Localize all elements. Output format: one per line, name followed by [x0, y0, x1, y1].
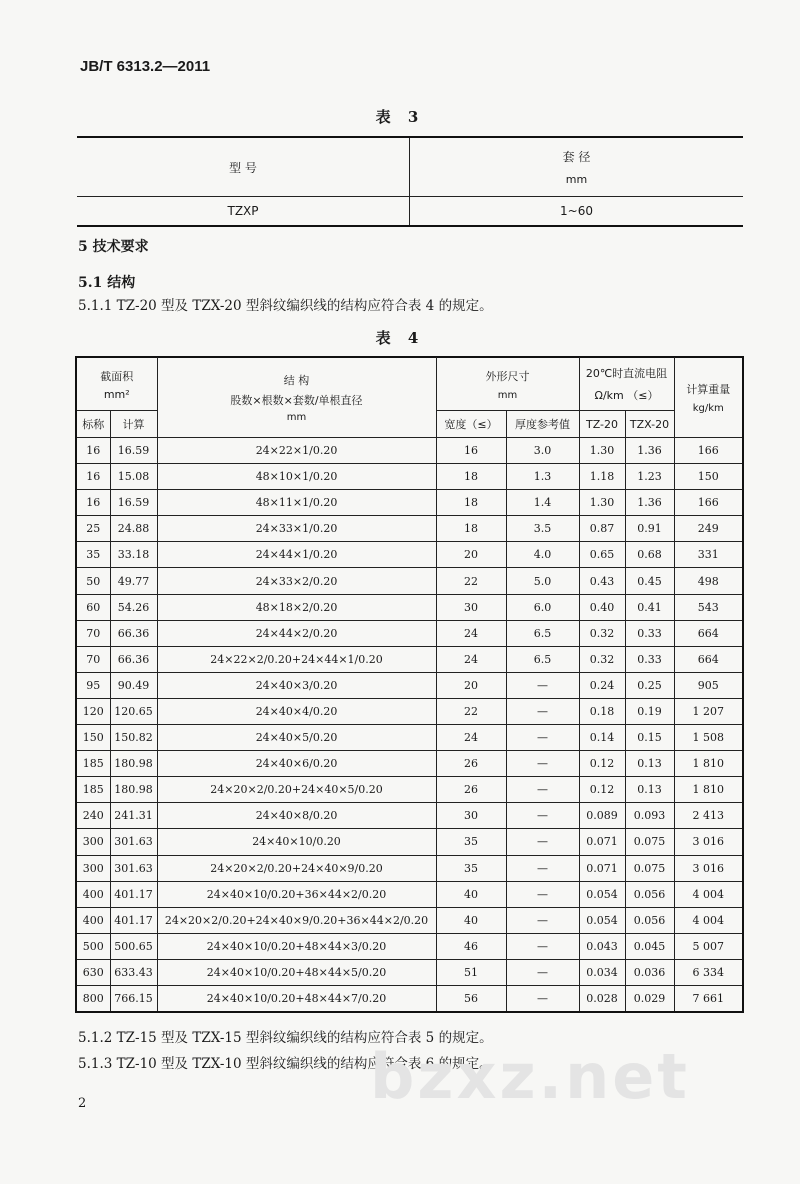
t4-cell-r-tz20: 0.034 — [579, 959, 625, 985]
t4-cell-thickness: 5.0 — [506, 568, 579, 594]
t4-cell-r-tz20: 0.071 — [579, 855, 625, 881]
t4-cell-weight: 1 508 — [674, 725, 743, 751]
para-5-1-2: 5.1.2 TZ-15 型及 TZX-15 型斜纹编织线的结构应符合表 5 的规定。 — [78, 1030, 493, 1046]
t4-cell-r-tzx20: 0.093 — [625, 803, 674, 829]
t4-cell-calc: 49.77 — [110, 568, 157, 594]
t4-tz20-header: TZ-20 — [579, 411, 625, 438]
t4-cell-calc: 90.49 — [110, 672, 157, 698]
t4-cell-weight: 6 334 — [674, 959, 743, 985]
table-row — [76, 829, 743, 855]
t4-cell-structure: 48×11×1/0.20 — [157, 490, 436, 516]
t4-cell-thickness: 4.0 — [506, 542, 579, 568]
t4-cell-weight: 3 016 — [674, 855, 743, 881]
t4-cell-calc: 401.17 — [110, 907, 157, 933]
t4-cell-width: 22 — [436, 698, 506, 724]
table-row — [76, 594, 743, 620]
t4-structure-label: 结 构 — [283, 374, 310, 387]
t4-cell-calc: 150.82 — [110, 725, 157, 751]
para-5-1-3: 5.1.3 TZ-10 型及 TZX-10 型斜纹编织线的结构应符合表 6 的规定。 — [78, 1056, 493, 1072]
t4-cell-calc: 633.43 — [110, 959, 157, 985]
t4-cell-r-tzx20: 0.13 — [625, 777, 674, 803]
t4-cell-width: 40 — [436, 881, 506, 907]
t4-weight-label: 计算重量 — [686, 383, 731, 396]
t4-cell-weight: 331 — [674, 542, 743, 568]
t4-cell-r-tz20: 0.24 — [579, 672, 625, 698]
table-row — [76, 725, 743, 751]
t4-weight-header — [674, 357, 743, 438]
t4-cell-nominal: 70 — [76, 620, 110, 646]
t4-cell-width: 46 — [436, 933, 506, 959]
t4-cell-weight: 5 007 — [674, 933, 743, 959]
t4-cell-r-tz20: 0.87 — [579, 516, 625, 542]
t4-cell-weight: 1 207 — [674, 698, 743, 724]
t4-cell-width: 26 — [436, 777, 506, 803]
t4-cell-r-tzx20: 0.25 — [625, 672, 674, 698]
table-row — [76, 933, 743, 959]
t4-cell-r-tzx20: 1.36 — [625, 438, 674, 464]
t4-area-header — [76, 357, 157, 411]
t4-nominal-header: 标称 — [76, 411, 110, 438]
t4-cell-thickness: — — [506, 855, 579, 881]
table-row — [76, 672, 743, 698]
t4-cell-nominal: 50 — [76, 568, 110, 594]
table-row — [76, 490, 743, 516]
table-row — [76, 985, 743, 1012]
t4-area-unit: mm² — [103, 387, 130, 401]
t4-cell-weight: 166 — [674, 438, 743, 464]
t4-cell-structure: 24×40×6/0.20 — [157, 751, 436, 777]
t4-cell-r-tzx20: 0.91 — [625, 516, 674, 542]
t4-cell-weight: 664 — [674, 620, 743, 646]
t4-cell-weight: 4 004 — [674, 907, 743, 933]
t3-model-header: 型 号 — [77, 137, 410, 197]
t4-cell-width: 51 — [436, 959, 506, 985]
t4-cell-weight: 905 — [674, 672, 743, 698]
t4-cell-thickness: 1.4 — [506, 490, 579, 516]
t4-cell-thickness: — — [506, 907, 579, 933]
t4-area-label: 截面积 — [100, 369, 134, 383]
table-row — [76, 907, 743, 933]
t4-cell-r-tzx20: 0.045 — [625, 933, 674, 959]
table-row — [76, 777, 743, 803]
t4-cell-r-tz20: 0.028 — [579, 985, 625, 1012]
t4-cell-structure: 24×40×10/0.20+36×44×2/0.20 — [157, 881, 436, 907]
t4-cell-r-tzx20: 1.23 — [625, 464, 674, 490]
t4-cell-thickness: 3.0 — [506, 438, 579, 464]
t4-cell-width: 18 — [436, 464, 506, 490]
t4-cell-structure: 24×40×10/0.20+48×44×7/0.20 — [157, 985, 436, 1012]
t4-cell-r-tzx20: 0.33 — [625, 646, 674, 672]
t4-cell-r-tz20: 1.30 — [579, 438, 625, 464]
t4-cell-width: 24 — [436, 725, 506, 751]
t4-cell-thickness: — — [506, 985, 579, 1012]
t4-cell-nominal: 800 — [76, 985, 110, 1012]
t4-cell-calc: 24.88 — [110, 516, 157, 542]
t4-cell-r-tzx20: 0.45 — [625, 568, 674, 594]
t4-cell-r-tzx20: 1.36 — [625, 490, 674, 516]
t4-cell-calc: 16.59 — [110, 490, 157, 516]
table-4 — [75, 356, 744, 1013]
t4-cell-nominal: 25 — [76, 516, 110, 542]
para-5-1-1: 5.1.1 TZ-20 型及 TZX-20 型斜纹编织线的结构应符合表 4 的规定。 — [78, 298, 493, 314]
t4-cell-nominal: 300 — [76, 855, 110, 881]
t4-resistance-label: 20℃时直流电阻 — [585, 367, 668, 380]
t4-cell-r-tz20: 1.18 — [579, 464, 625, 490]
t4-cell-calc: 241.31 — [110, 803, 157, 829]
t4-cell-weight: 166 — [674, 490, 743, 516]
t4-cell-width: 30 — [436, 594, 506, 620]
t4-cell-r-tz20: 0.32 — [579, 646, 625, 672]
t4-cell-thickness: 6.5 — [506, 620, 579, 646]
t4-cell-thickness: — — [506, 881, 579, 907]
t4-cell-nominal: 240 — [76, 803, 110, 829]
t4-cell-nominal: 35 — [76, 542, 110, 568]
table-row — [76, 516, 743, 542]
t4-cell-nominal: 300 — [76, 829, 110, 855]
t4-cell-calc: 16.59 — [110, 438, 157, 464]
t4-cell-structure: 24×33×2/0.20 — [157, 568, 436, 594]
t4-cell-weight: 1 810 — [674, 751, 743, 777]
t4-cell-r-tzx20: 0.075 — [625, 829, 674, 855]
t4-cell-thickness: 3.5 — [506, 516, 579, 542]
t4-cell-weight: 2 413 — [674, 803, 743, 829]
t4-cell-width: 20 — [436, 672, 506, 698]
t4-cell-width: 24 — [436, 620, 506, 646]
t4-cell-width: 35 — [436, 829, 506, 855]
t4-cell-calc: 54.26 — [110, 594, 157, 620]
t4-structure-unit: mm — [286, 412, 307, 423]
t4-cell-weight: 4 004 — [674, 881, 743, 907]
t4-thickness-header: 厚度参考值 — [506, 411, 579, 438]
table-row — [76, 751, 743, 777]
t4-cell-r-tzx20: 0.15 — [625, 725, 674, 751]
t4-weight-unit: kg/km — [692, 403, 724, 414]
t4-cell-r-tz20: 0.65 — [579, 542, 625, 568]
t4-cell-r-tz20: 0.089 — [579, 803, 625, 829]
t4-cell-nominal: 185 — [76, 777, 110, 803]
t4-cell-r-tzx20: 0.036 — [625, 959, 674, 985]
t4-tzx20-header: TZX-20 — [625, 411, 674, 438]
t4-cell-thickness: — — [506, 751, 579, 777]
t4-cell-structure: 24×40×10/0.20+48×44×3/0.20 — [157, 933, 436, 959]
t4-cell-structure: 24×40×10/0.20 — [157, 829, 436, 855]
t4-cell-nominal: 150 — [76, 725, 110, 751]
t4-cell-structure: 24×40×4/0.20 — [157, 698, 436, 724]
table-row — [76, 646, 743, 672]
t4-structure-sub: 股数×根数×套数/单根直径 — [230, 394, 363, 407]
t4-cell-nominal: 16 — [76, 438, 110, 464]
t4-cell-nominal: 500 — [76, 933, 110, 959]
t4-cell-r-tz20: 0.071 — [579, 829, 625, 855]
t4-cell-thickness: — — [506, 933, 579, 959]
t4-structure-header — [157, 357, 436, 438]
t4-cell-r-tz20: 0.32 — [579, 620, 625, 646]
t4-cell-r-tzx20: 0.075 — [625, 855, 674, 881]
t4-cell-nominal: 630 — [76, 959, 110, 985]
t4-cell-weight: 664 — [674, 646, 743, 672]
table3-caption: 表 3 — [375, 108, 425, 126]
t4-cell-structure: 24×40×8/0.20 — [157, 803, 436, 829]
t4-cell-calc: 66.36 — [110, 646, 157, 672]
t4-cell-calc: 766.15 — [110, 985, 157, 1012]
t4-cell-r-tzx20: 0.68 — [625, 542, 674, 568]
t4-cell-r-tz20: 0.14 — [579, 725, 625, 751]
t4-cell-weight: 1 810 — [674, 777, 743, 803]
t4-cell-width: 40 — [436, 907, 506, 933]
t4-cell-calc: 401.17 — [110, 881, 157, 907]
t4-cell-thickness: — — [506, 725, 579, 751]
table-row — [76, 881, 743, 907]
t4-cell-r-tzx20: 0.029 — [625, 985, 674, 1012]
t4-cell-calc: 180.98 — [110, 751, 157, 777]
t4-cell-thickness: 6.0 — [506, 594, 579, 620]
t4-cell-nominal: 60 — [76, 594, 110, 620]
t4-cell-width: 18 — [436, 516, 506, 542]
t4-cell-r-tz20: 0.043 — [579, 933, 625, 959]
t4-cell-r-tz20: 0.40 — [579, 594, 625, 620]
t4-cell-nominal: 16 — [76, 490, 110, 516]
t4-cell-r-tz20: 0.43 — [579, 568, 625, 594]
t4-cell-structure: 24×40×3/0.20 — [157, 672, 436, 698]
t4-cell-thickness: — — [506, 829, 579, 855]
section-5-title: 5 技术要求 — [78, 239, 149, 255]
t4-cell-calc: 301.63 — [110, 829, 157, 855]
t4-cell-width: 22 — [436, 568, 506, 594]
table-row — [76, 542, 743, 568]
t4-cell-weight: 249 — [674, 516, 743, 542]
t4-cell-thickness: — — [506, 777, 579, 803]
t4-cell-calc: 180.98 — [110, 777, 157, 803]
table-row — [76, 464, 743, 490]
watermark: bzxz.net — [370, 1040, 690, 1113]
t3-diameter-label: 套 径 — [562, 150, 591, 164]
table-row — [76, 803, 743, 829]
t4-cell-structure: 24×22×2/0.20+24×44×1/0.20 — [157, 646, 436, 672]
t3-diameter-cell: 1~60 — [410, 197, 744, 227]
section-5-1-title: 5.1 结构 — [78, 275, 136, 291]
t4-cell-thickness: 1.3 — [506, 464, 579, 490]
t4-cell-nominal: 400 — [76, 881, 110, 907]
t4-cell-r-tz20: 0.12 — [579, 751, 625, 777]
t4-cell-width: 35 — [436, 855, 506, 881]
t4-cell-structure: 48×18×2/0.20 — [157, 594, 436, 620]
t4-cell-calc: 301.63 — [110, 855, 157, 881]
t4-cell-structure: 48×10×1/0.20 — [157, 464, 436, 490]
table-row — [76, 438, 743, 464]
t4-cell-r-tzx20: 0.056 — [625, 907, 674, 933]
t4-cell-width: 24 — [436, 646, 506, 672]
standard-code: JB/T 6313.2—2011 — [80, 58, 211, 75]
t4-cell-width: 30 — [436, 803, 506, 829]
t4-cell-structure: 24×44×1/0.20 — [157, 542, 436, 568]
t4-cell-width: 56 — [436, 985, 506, 1012]
t4-cell-calc: 15.08 — [110, 464, 157, 490]
t4-cell-weight: 543 — [674, 594, 743, 620]
t4-cell-width: 16 — [436, 438, 506, 464]
t4-cell-width: 26 — [436, 751, 506, 777]
t4-cell-structure: 24×44×2/0.20 — [157, 620, 436, 646]
t4-cell-r-tz20: 0.054 — [579, 907, 625, 933]
t4-cell-structure: 24×40×5/0.20 — [157, 725, 436, 751]
table-row — [76, 568, 743, 594]
t4-cell-r-tzx20: 0.13 — [625, 751, 674, 777]
t4-cell-width: 18 — [436, 490, 506, 516]
table-row — [76, 698, 743, 724]
t4-dims-unit: mm — [497, 389, 518, 401]
t4-cell-thickness: — — [506, 672, 579, 698]
t4-cell-structure: 24×20×2/0.20+24×40×9/0.20 — [157, 855, 436, 881]
t4-body — [76, 438, 743, 1013]
t4-cell-structure: 24×22×1/0.20 — [157, 438, 436, 464]
t4-cell-nominal: 120 — [76, 698, 110, 724]
t3-diameter-unit: mm — [565, 173, 588, 186]
t4-cell-structure: 24×20×2/0.20+24×40×5/0.20 — [157, 777, 436, 803]
t4-cell-r-tzx20: 0.19 — [625, 698, 674, 724]
t4-width-header: 宽度（≤） — [436, 411, 506, 438]
t4-cell-width: 20 — [436, 542, 506, 568]
t4-cell-structure: 24×40×10/0.20+48×44×5/0.20 — [157, 959, 436, 985]
t4-cell-thickness: — — [506, 698, 579, 724]
t4-cell-r-tz20: 0.18 — [579, 698, 625, 724]
t4-cell-structure: 24×33×1/0.20 — [157, 516, 436, 542]
t4-cell-thickness: 6.5 — [506, 646, 579, 672]
t4-cell-r-tzx20: 0.41 — [625, 594, 674, 620]
t4-cell-calc: 120.65 — [110, 698, 157, 724]
page-number: 2 — [78, 1096, 87, 1111]
t4-cell-nominal: 185 — [76, 751, 110, 777]
t4-cell-nominal: 16 — [76, 464, 110, 490]
t4-resistance-unit: Ω/km （≤） — [594, 389, 659, 402]
t4-cell-calc: 66.36 — [110, 620, 157, 646]
t4-dims-header — [436, 357, 579, 411]
t4-cell-r-tz20: 0.054 — [579, 881, 625, 907]
t4-cell-weight: 3 016 — [674, 829, 743, 855]
t3-model-cell: TZXP — [77, 197, 410, 227]
table-row — [76, 620, 743, 646]
table4-caption: 表 4 — [375, 329, 425, 347]
table-row — [76, 959, 743, 985]
t4-cell-r-tz20: 1.30 — [579, 490, 625, 516]
t4-resistance-header — [579, 357, 674, 411]
t3-diameter-header — [410, 137, 744, 197]
t4-cell-r-tzx20: 0.33 — [625, 620, 674, 646]
t4-cell-nominal: 95 — [76, 672, 110, 698]
t4-cell-r-tz20: 0.12 — [579, 777, 625, 803]
table-3 — [77, 136, 743, 227]
t4-cell-nominal: 70 — [76, 646, 110, 672]
t4-cell-weight: 7 661 — [674, 985, 743, 1012]
t4-cell-thickness: — — [506, 959, 579, 985]
t4-dims-label: 外形尺寸 — [485, 369, 530, 383]
t4-cell-weight: 498 — [674, 568, 743, 594]
t4-cell-thickness: — — [506, 803, 579, 829]
t4-cell-calc: 33.18 — [110, 542, 157, 568]
table-row — [76, 855, 743, 881]
t4-cell-calc: 500.65 — [110, 933, 157, 959]
t4-cell-structure: 24×20×2/0.20+24×40×9/0.20+36×44×2/0.20 — [157, 907, 436, 933]
t4-cell-weight: 150 — [674, 464, 743, 490]
t4-cell-nominal: 400 — [76, 907, 110, 933]
t4-cell-r-tzx20: 0.056 — [625, 881, 674, 907]
t4-calc-header: 计算 — [110, 411, 157, 438]
